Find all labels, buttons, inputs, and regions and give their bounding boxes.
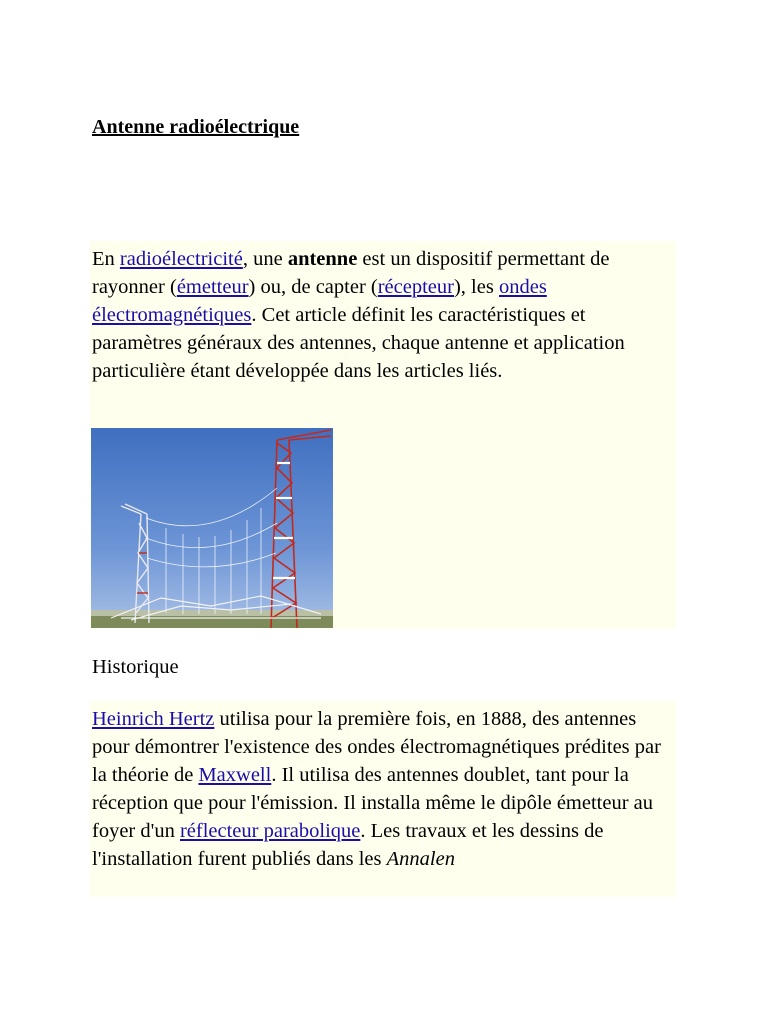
link-radioelectricite[interactable]: radioélectricité bbox=[119, 248, 243, 270]
history-paragraph bbox=[92, 705, 676, 873]
bold-antenne: antenne bbox=[287, 248, 358, 270]
link-reflecteur-parabolique[interactable]: réflecteur parabolique bbox=[179, 820, 361, 842]
link-heinrich-hertz[interactable]: Heinrich Hertz bbox=[92, 708, 215, 730]
history-text-2: . Il utilisa des antennes doublet, tant pour la réception que pour l'émission. Il installa même le dipôle émetteur au foyer d'un bbox=[92, 764, 654, 842]
italic-annalen: Annalen bbox=[386, 848, 455, 870]
intro-text-4: ) ou, de capter ( bbox=[248, 276, 378, 298]
intro-text-3: est un dispositif permettant de rayonner ( bbox=[92, 248, 610, 298]
intro-paragraph bbox=[92, 245, 676, 385]
antenna-towers-photo bbox=[91, 428, 333, 628]
section-heading: Historique bbox=[92, 656, 179, 678]
intro-text-2: , une bbox=[242, 248, 288, 270]
link-recepteur[interactable]: récepteur bbox=[377, 276, 454, 298]
history-text-1: utilisa pour la première fois, en 1888, des antennes pour démontrer l'existence des ondes électromagnétiques prédites par la théorie de bbox=[92, 708, 661, 786]
history-block bbox=[90, 701, 676, 897]
page-title: Antenne radioélectrique bbox=[92, 116, 300, 138]
history-text-3: . Les travaux et les dessins de l'installation furent publiés dans les bbox=[92, 820, 604, 870]
link-ondes-electromagnetiques[interactable]: ondes électromagnétiques bbox=[92, 276, 547, 326]
link-emetteur[interactable]: émetteur bbox=[176, 276, 249, 298]
intro-text-1: En bbox=[92, 248, 120, 270]
link-maxwell[interactable]: Maxwell bbox=[198, 764, 272, 786]
intro-text-5: ), les bbox=[453, 276, 499, 298]
intro-text-6: . Cet article définit les caractéristiques et paramètres généraux des antennes, chaque antenne et application particulière étant développée dans les articles liés. bbox=[92, 304, 625, 382]
